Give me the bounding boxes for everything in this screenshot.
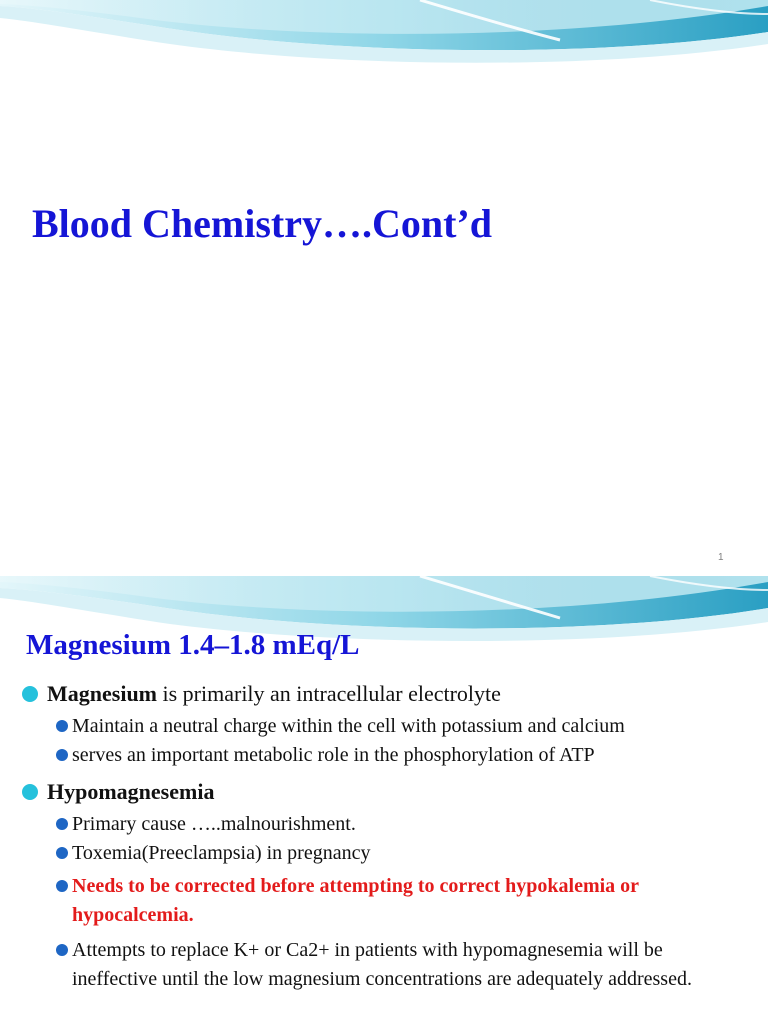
bullet-bold-term: Magnesium [47, 681, 157, 706]
slide-title: Magnesium 1.4–1.8 mEq/L [26, 629, 360, 661]
sub-bullet-item [0, 712, 768, 741]
sub-bullet-item [0, 872, 768, 930]
sub-bullet-item [0, 810, 768, 839]
sub-bullet-item [0, 839, 768, 868]
sub-bullet-text: Primary cause …..malnourishment. [72, 813, 356, 835]
bullet-bold-term: Hypomagnesemia [47, 779, 215, 804]
bullet-dot-icon [22, 686, 38, 702]
bullet-dot-icon [22, 784, 38, 800]
sub-bullet-dot-icon [56, 720, 68, 732]
sub-bullet-dot-icon [56, 944, 68, 956]
sub-bullet-dot-icon [56, 847, 68, 859]
sub-bullet-text: Attempts to replace K+ or Ca2+ in patients with hypomagnesemia will be ineffective until the low magnesium concentrations are adequately addressed. [72, 939, 692, 990]
warning-text: Needs to be corrected before attempting to correct hypokalemia or hypocalcemia. [72, 875, 639, 926]
bullet-item [0, 774, 768, 810]
page-number: 1 [718, 552, 724, 563]
slide-title: Blood Chemistry….Cont’d [32, 201, 493, 246]
sub-bullet-dot-icon [56, 818, 68, 830]
slide-2 [0, 576, 768, 1024]
sub-bullet-dot-icon [56, 880, 68, 892]
bullet-text: is primarily an intracellular electrolyte [157, 681, 501, 706]
sub-bullet-item [0, 741, 768, 770]
slide-header-wave [0, 0, 768, 90]
slide-content [0, 676, 768, 994]
sub-bullet-text: serves an important metabolic role in the phosphorylation of ATP [72, 744, 595, 766]
sub-bullet-dot-icon [56, 749, 68, 761]
sub-bullet-item [0, 936, 768, 994]
bullet-item [0, 676, 768, 712]
sub-bullet-text: Maintain a neutral charge within the cell with potassium and calcium [72, 715, 625, 737]
sub-bullet-text: Toxemia(Preeclampsia) in pregnancy [72, 842, 371, 864]
